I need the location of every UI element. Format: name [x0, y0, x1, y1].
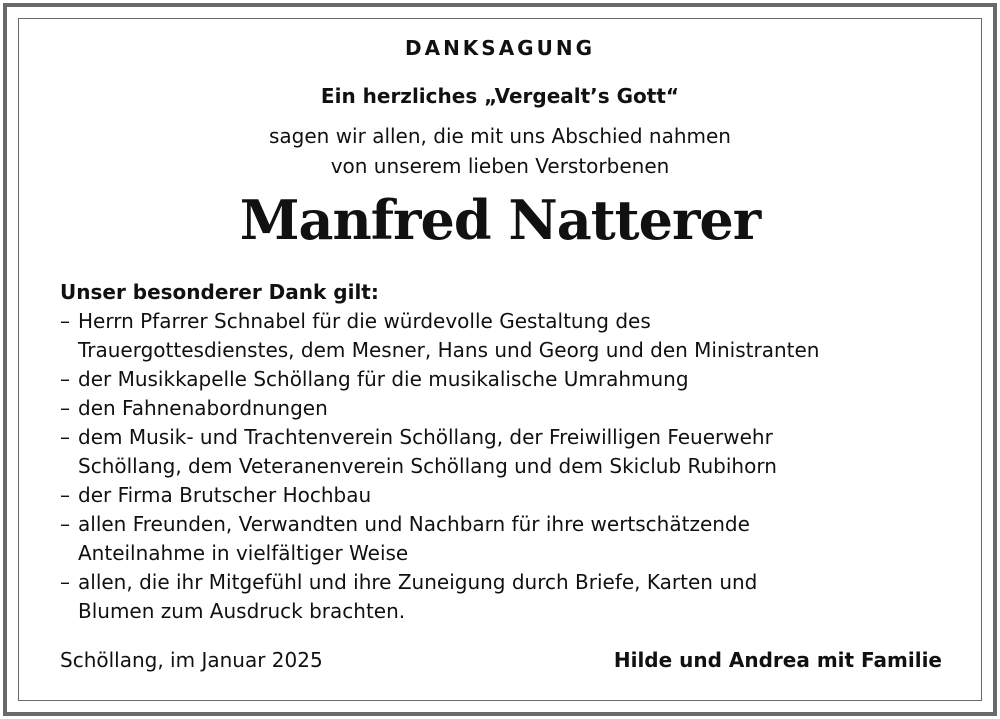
intro-line-2: von unserem lieben Verstorbenen	[330, 154, 670, 178]
list-item	[60, 365, 960, 394]
dash-bullet: –	[60, 425, 70, 449]
thanks-section	[60, 278, 960, 626]
list-item	[60, 481, 960, 510]
thanks-heading: Unser besonderer Dank gilt:	[60, 280, 379, 304]
dash-bullet: –	[60, 309, 70, 333]
list-item	[60, 307, 960, 365]
dash-bullet: –	[60, 483, 70, 507]
dash-bullet: –	[60, 367, 70, 391]
list-item-text: allen, die ihr Mitgefühl und ihre Zuneigung durch Briefe, Karten und Blumen zum Ausdruck brachten.	[78, 570, 758, 623]
dash-bullet: –	[60, 396, 70, 420]
place-date: Schöllang, im Januar 2025	[60, 648, 323, 672]
list-item	[60, 510, 960, 568]
notice-subtitle: Ein herzliches „Vergealt’s Gott“	[320, 84, 680, 108]
list-item	[60, 423, 960, 481]
deceased-name: Manfred Natterer	[239, 188, 761, 252]
list-item-text: der Firma Brutscher Hochbau	[78, 483, 372, 507]
list-item-text: den Fahnenabordnungen	[78, 396, 328, 420]
list-item-text: Herrn Pfarrer Schnabel für die würdevolle Gestaltung des Trauergottesdienstes, dem Mesner, Hans und Georg und den Ministranten	[78, 309, 820, 362]
list-item	[60, 394, 960, 423]
notice-intro	[0, 121, 1000, 181]
signature: Hilde und Andrea mit Familie	[613, 648, 942, 672]
notice-title: DANKSAGUNG	[404, 36, 595, 60]
dash-bullet: –	[60, 570, 70, 594]
list-item-text: dem Musik- und Trachtenverein Schöllang, der Freiwilligen Feuerwehr Schöllang, dem Veteranenverein Schöllang und dem Skiclub Rubihorn	[78, 425, 777, 478]
dash-bullet: –	[60, 512, 70, 536]
thanks-list	[60, 307, 960, 626]
list-item	[60, 568, 960, 626]
list-item-text: der Musikkapelle Schöllang für die musikalische Umrahmung	[78, 367, 689, 391]
intro-line-1: sagen wir allen, die mit uns Abschied nahmen	[268, 124, 731, 148]
list-item-text: allen Freunden, Verwandten und Nachbarn für ihre wertschätzende Anteilnahme in vielfältiger Weise	[78, 512, 750, 565]
